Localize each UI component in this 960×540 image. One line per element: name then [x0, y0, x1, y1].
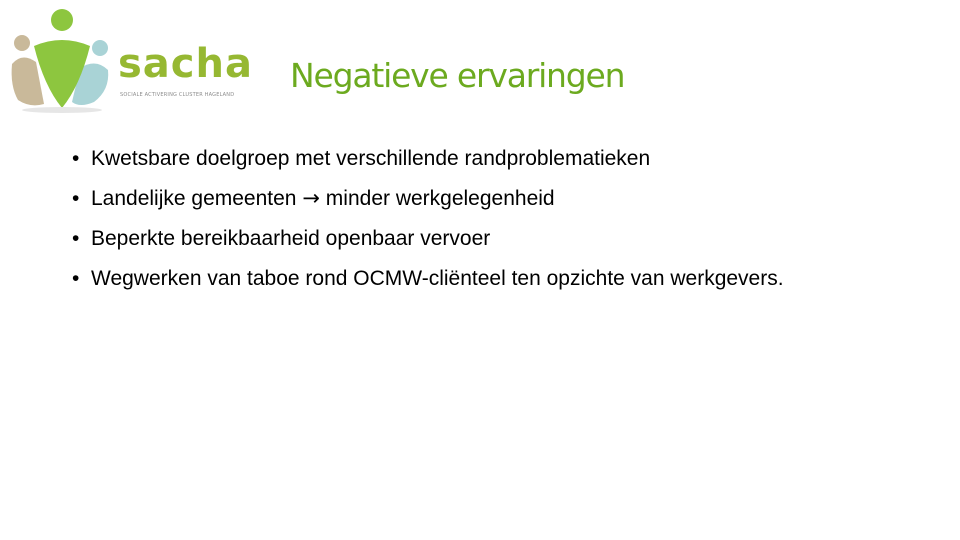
bullet-dot: •: [72, 227, 80, 250]
bullet-text: Kwetsbare doelgroep met verschillende randproblematieken: [91, 147, 651, 170]
bullet-item: [72, 145, 852, 172]
people-figures-icon: [8, 4, 118, 116]
logo-tagline: SOCIALE ACTIVERING CLUSTER HAGELAND: [120, 92, 235, 98]
bullet-dot: •: [72, 147, 80, 170]
slide-title: Negatieve ervaringen: [290, 56, 625, 95]
bullet-item: [72, 185, 852, 212]
bullet-item: [72, 265, 852, 292]
bullet-item: [72, 225, 852, 252]
bullet-dot: •: [72, 267, 80, 290]
bullet-text-before: Landelijke gemeenten: [91, 187, 297, 210]
logo-wordmark: sacha: [118, 41, 253, 87]
bullet-dot: •: [72, 187, 80, 210]
sacha-logo: [8, 4, 253, 116]
right-arrow-icon: →: [302, 186, 320, 210]
bullet-text: Beperkte bereikbaarheid openbaar vervoer: [91, 227, 491, 250]
bullet-text-after: minder werkgelegenheid: [325, 187, 555, 210]
bullet-text: Wegwerken van taboe rond OCMW-cliënteel ten opzichte van werkgevers.: [91, 267, 784, 290]
bullet-list: [72, 145, 852, 305]
